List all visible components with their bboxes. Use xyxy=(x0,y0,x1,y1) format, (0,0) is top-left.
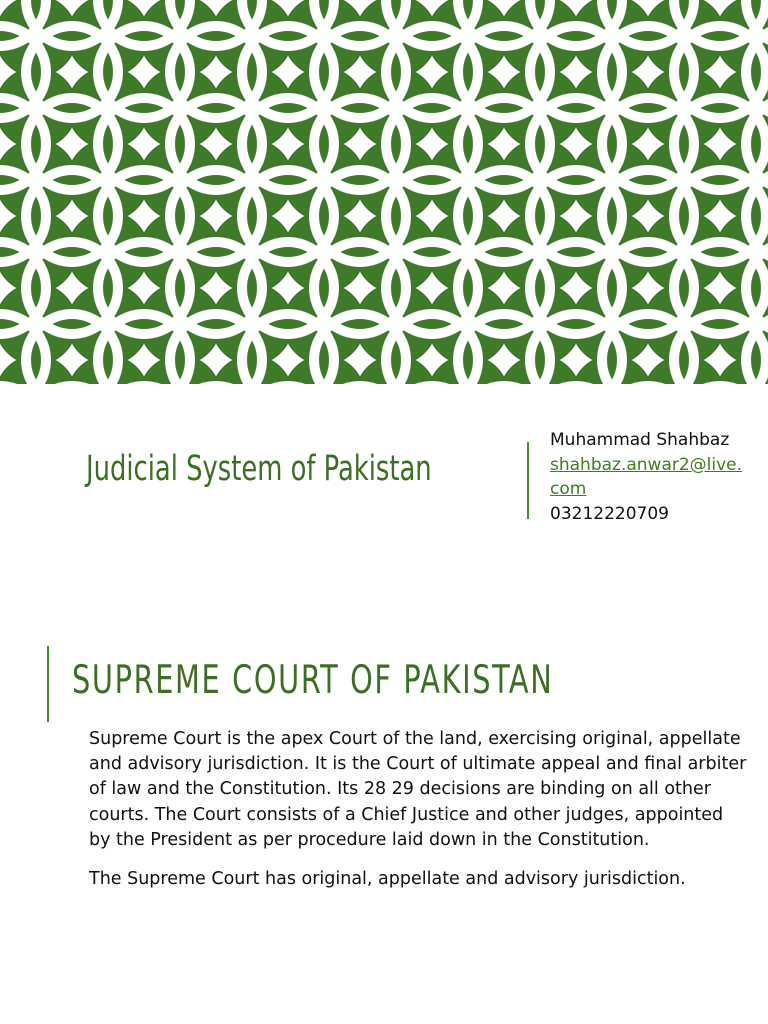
body-paragraph: The Supreme Court has original, appellate and advisory jurisdiction. xyxy=(89,869,686,890)
decorative-pattern-banner xyxy=(0,0,768,384)
author-phone: 03212220709 xyxy=(550,503,669,524)
presentation-title: Judicial System of Pakistan xyxy=(86,449,432,489)
slide-heading: SUPREME COURT OF PAKISTAN xyxy=(72,658,554,703)
slide-body xyxy=(89,727,749,906)
divider-line xyxy=(527,442,529,519)
body-paragraph: Supreme Court is the apex Court of the land, exercising original, appellate and advisory jurisdiction. It is the Court of ultimate appeal and final arbiter of law and the Constitution. Its 28 29 decisions are binding on all other courts. The Court consists of a Chief Justice and other judges, appointed by the President as per procedure laid down in the Constitution. xyxy=(89,729,747,850)
content-slide xyxy=(0,620,768,1024)
author-email-link[interactable]: shahbaz.anwar2@live.com xyxy=(550,454,743,499)
heading-accent-line xyxy=(47,646,49,722)
author-name: Muhammad Shahbaz xyxy=(550,430,730,450)
author-block xyxy=(550,428,750,526)
